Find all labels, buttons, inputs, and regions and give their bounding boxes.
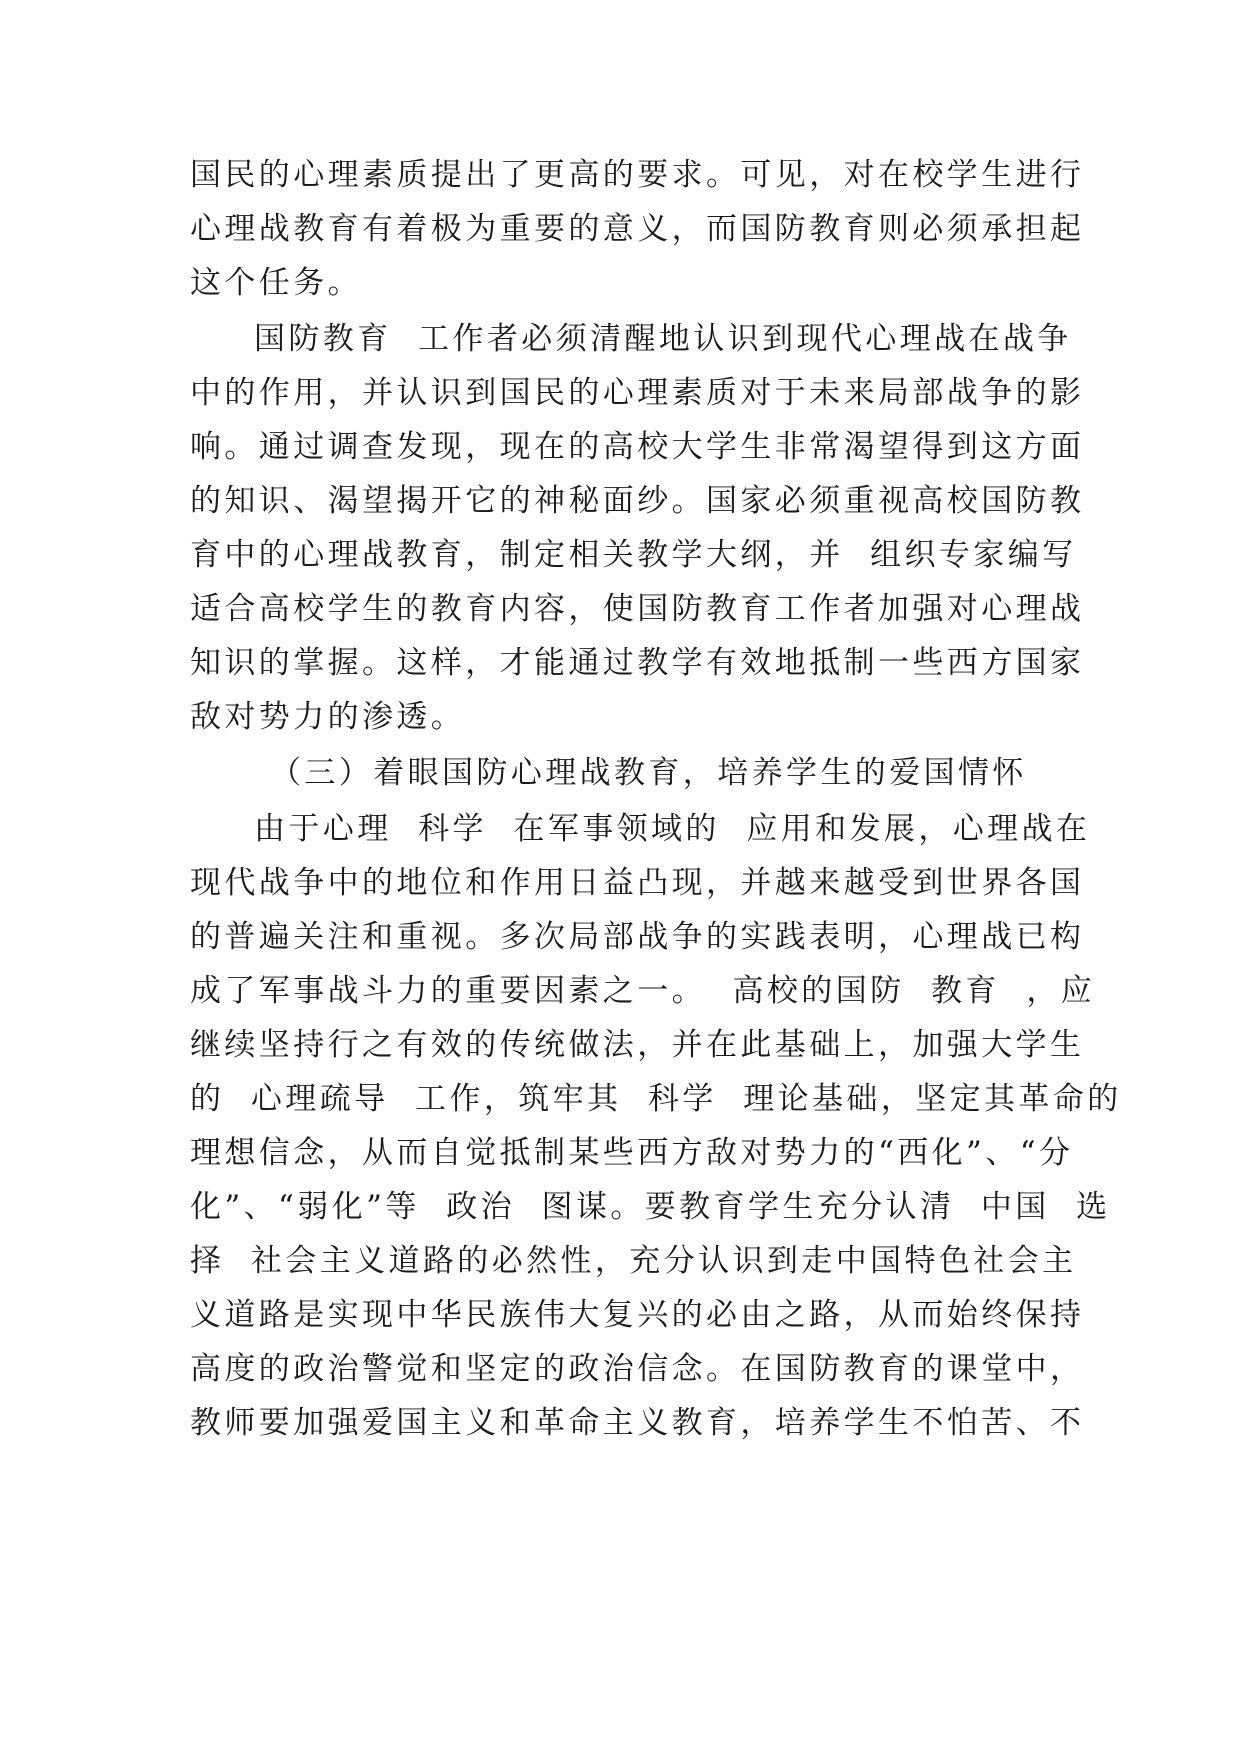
text-line: 现代战争中的地位和作用日益凸现，并越来越受到世界各国 [190,865,1085,901]
section-heading: （三）着眼国防心理战教育，培养学生的爱国情怀 [270,755,1027,791]
text-line: 这个任务。 [190,265,362,301]
text-line: 敌对势力的渗透。 [190,699,466,735]
text-line: 中的作用，并认识到国民的心理素质对于未来局部战争的影 [190,375,1085,411]
text-line: 继续坚持行之有效的传统做法，并在此基础上，加强大学生 [190,1027,1085,1063]
text-line: 心理战教育有着极为重要的意义，而国防教育则必须承担起 [190,211,1085,247]
paragraph-first-line: 由于心理 科学 在军事领域的 应用和发展，心理战在 [254,811,1091,847]
text-line: 育中的心理战教育，制定相关教学大纲，并 组织专家编写 [190,537,1077,573]
text-line: 理想信念，从而自觉抵制某些西方敌对势力的“西化”、“分 [190,1135,1074,1171]
text-line: 的 心理疏导 工作，筑牢其 科学 理论基础，坚定其革命的 [190,1081,1122,1117]
text-line: 知识的掌握。这样，才能通过教学有效地抵制一些西方国家 [190,645,1085,681]
text-line: 化”、“弱化”等 政治 图谋。要教育学生充分认清 中国 选 [190,1189,1111,1225]
text-line: 高度的政治警觉和坚定的政治信念。在国防教育的课堂中， [190,1351,1085,1387]
text-line: 响。通过调查发现，现在的高校大学生非常渴望得到这方面 [190,429,1085,465]
text-line: 适合高校学生的教育内容，使国防教育工作者加强对心理战 [190,591,1085,627]
paragraph-first-line: 国防教育 工作者必须清醒地认识到现代心理战在战争 [254,321,1072,357]
text-line: 的知识、渴望揭开它的神秘面纱。国家必须重视高校国防教 [190,483,1085,519]
text-line: 义道路是实现中华民族伟大复兴的必由之路，从而始终保持 [190,1297,1085,1333]
text-line: 的普遍关注和重视。多次局部战争的实践表明，心理战已构 [190,919,1085,955]
text-line: 成了军事战斗力的重要因素之一。 高校的国防 教育 ，应 [190,973,1096,1009]
text-line: 教师要加强爱国主义和革命主义教育，培养学生不怕苦、不 [190,1405,1085,1441]
text-line: 国民的心理素质提出了更高的要求。可见，对在校学生进行 [190,157,1085,193]
text-line: 择 社会主义道路的必然性，充分认识到走中国特色社会主 [190,1243,1077,1279]
